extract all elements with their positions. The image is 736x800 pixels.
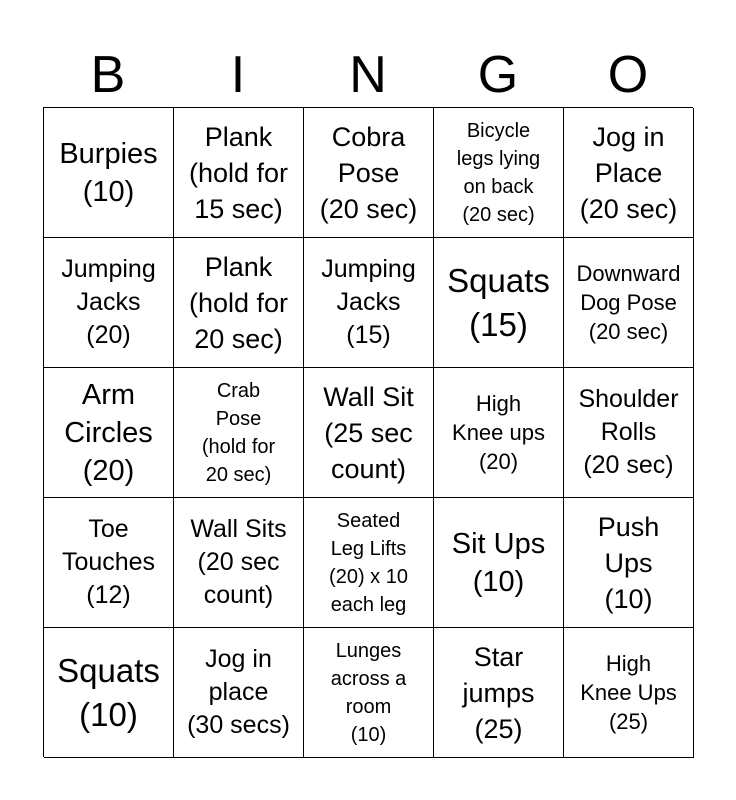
cell-text: Star jumps (25) [462, 641, 535, 744]
bingo-cell[interactable] [304, 498, 434, 628]
header-letter-g: G [477, 46, 519, 104]
bingo-cell[interactable] [174, 628, 304, 758]
bingo-cell[interactable] [304, 628, 434, 758]
header-letter-n: N [349, 46, 387, 104]
cell-text: Push Ups (10) [597, 511, 660, 614]
bingo-cell[interactable] [564, 498, 694, 628]
bingo-header [43, 44, 693, 106]
cell-text: Sit Ups (10) [451, 527, 546, 598]
cell-text: Squats (15) [447, 261, 550, 343]
bingo-cell[interactable] [44, 108, 174, 238]
cell-text: Toe Touches (12) [61, 515, 156, 609]
bingo-cell[interactable] [434, 628, 564, 758]
bingo-cell[interactable] [174, 108, 304, 238]
bingo-cell[interactable] [564, 628, 694, 758]
cell-text: Burpies (10) [59, 137, 158, 208]
bingo-cell[interactable] [44, 628, 174, 758]
cell-text: Jog in place (30 secs) [187, 645, 290, 739]
bingo-cell[interactable] [434, 368, 564, 498]
header-letter-o: O [607, 46, 649, 104]
cell-text: High Knee ups (20) [452, 391, 545, 474]
cell-text: Crab Pose (hold for 20 sec) [201, 379, 276, 486]
header-letter-b: B [90, 46, 126, 104]
bingo-cell[interactable] [174, 498, 304, 628]
bingo-grid [43, 107, 693, 757]
bingo-cell[interactable] [304, 368, 434, 498]
cell-text: Lunges across a room (10) [330, 639, 407, 746]
cell-text: Shoulder Rolls (20 sec) [578, 385, 679, 479]
bingo-cell[interactable] [44, 238, 174, 368]
bingo-cell[interactable] [564, 368, 694, 498]
bingo-cell[interactable] [304, 108, 434, 238]
cell-text: High Knee Ups (25) [580, 651, 677, 734]
cell-text: Downward Dog Pose (20 sec) [576, 261, 681, 344]
bingo-cell[interactable] [44, 368, 174, 498]
bingo-cell[interactable] [304, 238, 434, 368]
bingo-cell[interactable] [564, 108, 694, 238]
cell-text: Bicycle legs lying on back (20 sec) [456, 119, 541, 226]
cell-text: Plank (hold for 15 sec) [188, 121, 289, 224]
bingo-cell[interactable] [434, 108, 564, 238]
bingo-cell[interactable] [434, 238, 564, 368]
header-letter-i: I [230, 46, 246, 104]
cell-text: Wall Sit (25 sec count) [323, 381, 414, 484]
cell-text: Plank (hold for 20 sec) [188, 251, 289, 354]
bingo-cell[interactable] [174, 238, 304, 368]
cell-text: Wall Sits (20 sec count) [190, 515, 287, 609]
bingo-cell[interactable] [44, 498, 174, 628]
cell-text: Arm Circles (20) [64, 378, 153, 487]
cell-text: Jumping Jacks (20) [61, 255, 156, 349]
bingo-cell[interactable] [434, 498, 564, 628]
cell-text: Jumping Jacks (15) [321, 255, 416, 349]
bingo-cell[interactable] [174, 368, 304, 498]
cell-text: Seated Leg Lifts (20) x 10 each leg [329, 509, 408, 616]
cell-text: Jog in Place (20 sec) [579, 121, 678, 224]
bingo-cell[interactable] [564, 238, 694, 368]
cell-text: Cobra Pose (20 sec) [319, 121, 418, 224]
cell-text: Squats (10) [57, 651, 160, 733]
